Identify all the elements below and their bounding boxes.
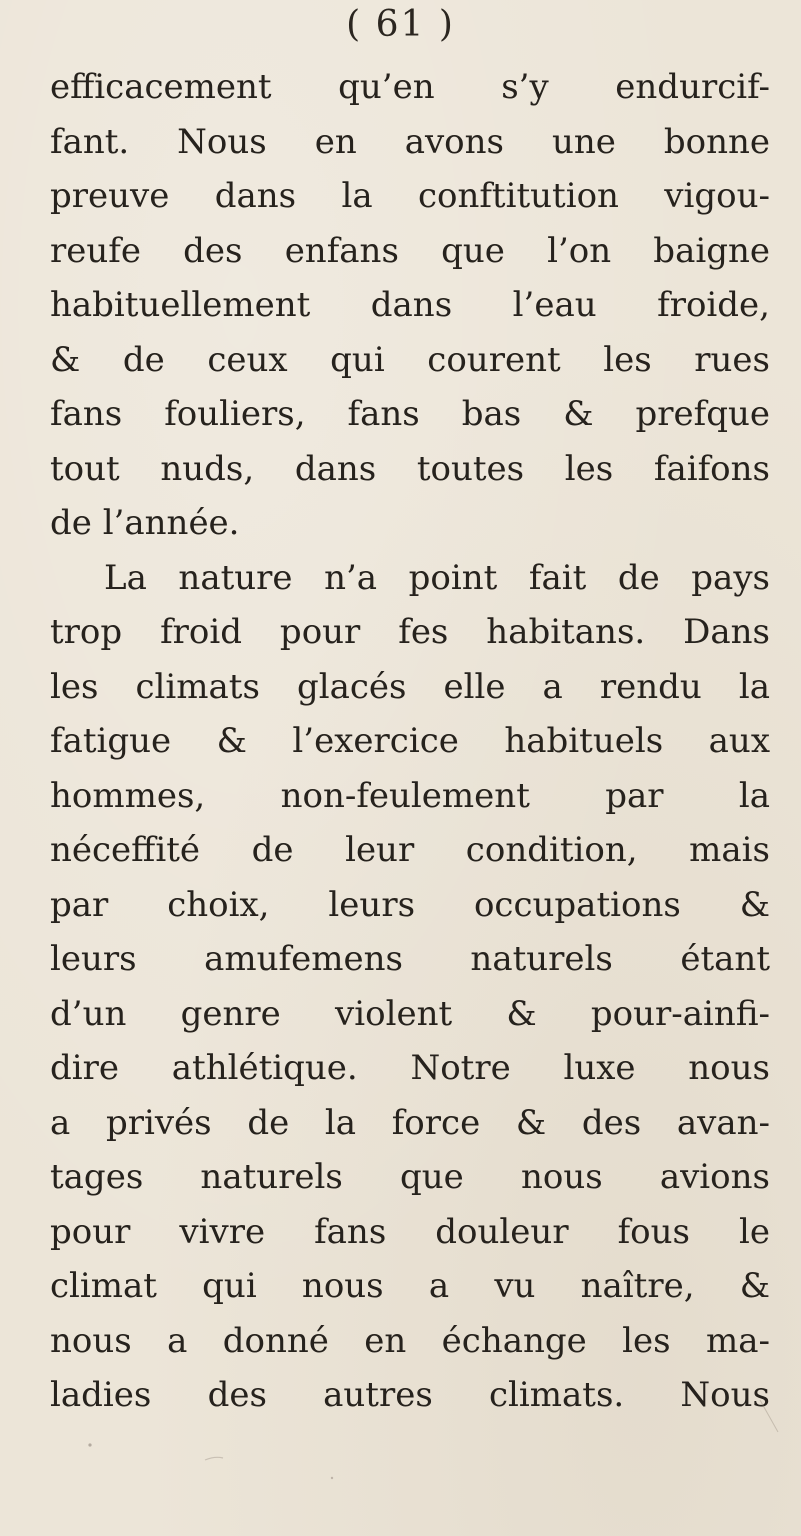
speck: [88, 1443, 91, 1446]
text-line: hommes, non-feulement par la: [50, 775, 770, 816]
text-line: pour vivre fans douleur fous le: [50, 1211, 770, 1252]
text-line: leurs amufemens naturels étant: [50, 939, 770, 979]
text-line: trop froid pour fes habitans. Dans: [50, 612, 770, 652]
text-line: preuve dans la conftitution vigou-: [50, 176, 770, 216]
text-line: tages naturels que nous avions: [50, 1157, 770, 1197]
text-line: d’un genre violent & pour-ainfi-: [50, 993, 770, 1034]
text-line: climat qui nous a vu naître, &: [50, 1266, 770, 1306]
body-text: [50, 60, 770, 1423]
text-line: par choix, leurs occupations &: [50, 884, 770, 925]
text-line: les climats glacés elle a rendu la: [50, 666, 770, 707]
text-line: reufe des enfans que l’on baigne: [50, 230, 770, 271]
text-line: fant. Nous en avons une bonne: [50, 121, 770, 162]
text-line: de l’année.: [50, 503, 240, 543]
text-line: habituellement dans l’eau froide,: [50, 285, 770, 325]
text-line: efficacement qu’en s’y endurcif-: [50, 67, 770, 107]
text-line: nous a donné en échange les ma-: [50, 1320, 770, 1361]
paragraph-first-line: La nature n’a point fait de pays: [104, 557, 770, 598]
text-line: fans fouliers, fans bas & prefque: [50, 394, 770, 434]
text-line: a privés de la force & des avan-: [50, 1102, 770, 1143]
text-line: fatigue & l’exercice habituels aux: [50, 721, 770, 761]
text-line: néceffité de leur condition, mais: [50, 830, 770, 870]
speck: [331, 1477, 333, 1479]
page-number: ( 61 ): [346, 4, 455, 45]
text-line: ladies des autres climats. Nous: [50, 1375, 770, 1415]
text-line: & de ceux qui courent les rues: [50, 339, 770, 380]
text-line: tout nuds, dans toutes les faifons: [50, 448, 770, 489]
speck: [205, 1457, 223, 1460]
text-line: dire athlétique. Notre luxe nous: [50, 1048, 770, 1088]
